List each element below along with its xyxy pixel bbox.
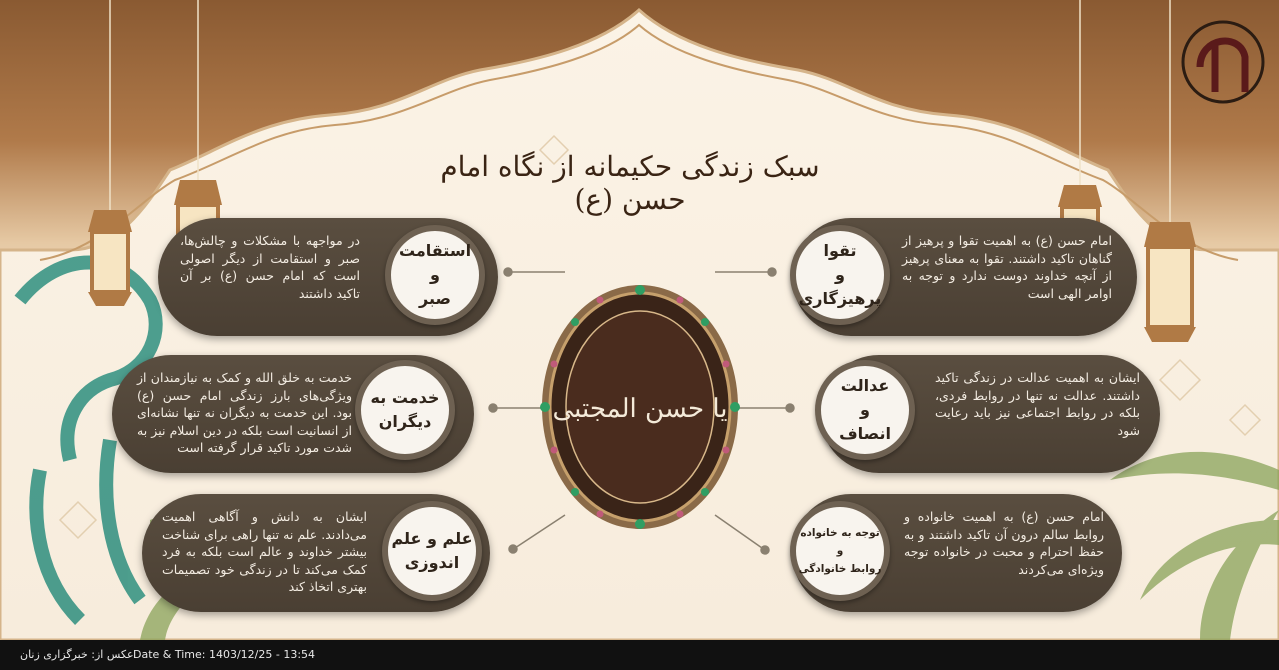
card-text: امام حسن (ع) به اهمیت تقوا و پرهیز از گناهان تاکید داشتند. تقوا به معنای پرهیز از آنچه خداوند دوست ندارد و توجه به اوامر الهی است bbox=[902, 233, 1112, 301]
card-text: امام حسن (ع) به اهمیت خانواده و روابط سالم درون آن تاکید داشتند و به حفظ احترام و محبت در خانواده توجه ویژه‌ای می‌کردند bbox=[904, 509, 1104, 577]
badge-elm: علم و علم اندوزی bbox=[382, 501, 482, 601]
calligraphy-text: یا حسن المجتبی bbox=[552, 394, 728, 424]
card-text: ایشان به دانش و آگاهی اهمیت می‌دادند. علم نه تنها راهی برای شناخت بیشتر خداوند و عالم است بلکه به فرد کمک می‌کند تا در زندگی خود تصمیمات بهتری اتخاذ کند bbox=[162, 509, 367, 594]
card-text: ایشان به اهمیت عدالت در زندگی تاکید داشتند. عدالت نه تنها در روابط فردی، بلکه در روابط اجتماعی نیز باید رعایت شود bbox=[935, 370, 1140, 438]
date-time: Date & Time: 1403/12/25 - 13:54 bbox=[133, 648, 316, 661]
page-title: سبک زندگی حکیمانه از نگاه امام حسن (ع) bbox=[440, 150, 820, 216]
badge-khanevadeh: توجه به خانواده و روابط خانوادگی bbox=[790, 501, 890, 601]
card-text: خدمت به خلق الله و کمک به نیازمندان از ویژگی‌های بارز زندگی امام حسن (ع) بود. این خدمت به دیگران نه تنها نشانه‌ای از انسانیت است بلکه در دین اسلام نیز به شدت مورد تاکید قرار گرفته است bbox=[137, 370, 352, 455]
organization-logo bbox=[1180, 12, 1270, 112]
badge-edalat: عدالت و انصاف bbox=[815, 360, 915, 460]
card-text: در مواجهه با مشکلات و چالش‌ها، صبر و استقامت از دیگر اصولی است که امام حسن (ع) بر آن تاکید داشتند bbox=[180, 233, 360, 301]
badge-estegamat: استقامت و صبر bbox=[385, 225, 485, 325]
footer-bar bbox=[0, 640, 1279, 670]
badge-taqva: تقوا و پرهیزگاری bbox=[790, 225, 890, 325]
photo-credit: عکس از: خبرگزاری زنان bbox=[20, 648, 134, 661]
badge-khedmat: خدمت به دیگران bbox=[355, 360, 455, 460]
calligraphy-medallion bbox=[540, 282, 740, 532]
